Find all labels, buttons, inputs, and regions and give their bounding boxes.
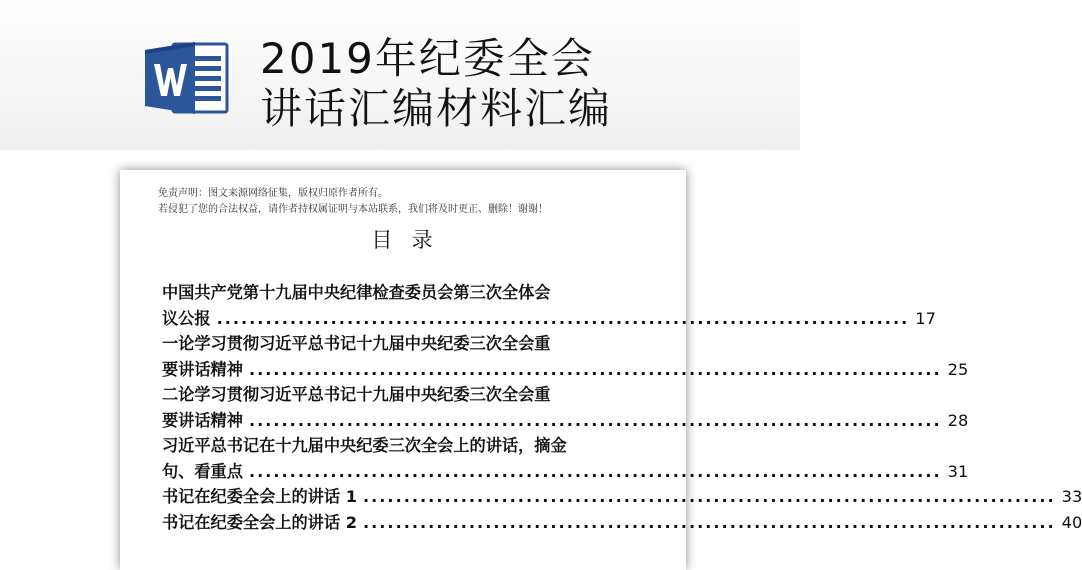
toc-entry[interactable]	[162, 280, 936, 331]
table-of-contents	[162, 280, 1082, 535]
document-page	[120, 170, 1082, 570]
toc-page-number: 25	[947, 359, 969, 379]
disclaimer-line-2: 若侵犯了您的合法权益，请作者持权属证明与本站联系，我们将及时更正、删除！谢谢！	[158, 204, 548, 215]
toc-entry-line: 一论学习贯彻习近平总书记十九届中央纪委三次全会重	[162, 334, 551, 353]
toc-heading: 目 录	[371, 228, 435, 252]
toc-entry[interactable]	[162, 382, 969, 433]
document-title	[260, 34, 612, 134]
toc-leader-dots: .....................................................................................	[248, 359, 942, 379]
toc-entry-line: 书记在纪委全会上的讲话 2	[162, 512, 357, 532]
toc-entry[interactable]	[162, 510, 1082, 536]
toc-leader-dots: .....................................................................................	[248, 461, 942, 481]
toc-entry[interactable]	[162, 484, 1082, 510]
toc-entry-line: 句、看重点	[162, 461, 243, 481]
toc-page-number: 28	[947, 410, 969, 430]
toc-page-number: 33	[1061, 487, 1082, 506]
toc-leader-dots: .....................................................................................	[362, 487, 1056, 506]
toc-entry-line: 要讲话精神	[162, 359, 243, 379]
word-document-icon	[143, 40, 229, 116]
disclaimer	[158, 186, 658, 218]
toc-entry-line: 要讲话精神	[162, 410, 243, 430]
toc-entry[interactable]	[162, 331, 969, 382]
toc-page-number: 17	[915, 308, 936, 328]
title-line-1: 2019年纪委全会	[260, 34, 595, 83]
toc-page-number: 40	[1061, 512, 1082, 532]
toc-entry-line: 中国共产党第十九届中央纪律检查委员会第三次全体会	[162, 283, 551, 302]
toc-leader-dots: .....................................................................................	[216, 308, 910, 328]
toc-page-number: 31	[947, 461, 969, 481]
title-line-2: 讲话汇编材料汇编	[260, 84, 613, 133]
toc-leader-dots: .....................................................................................	[362, 512, 1056, 532]
toc-entry-line: 议公报	[162, 308, 211, 328]
toc-entry-line: 二论学习贯彻习近平总书记十九届中央纪委三次全会重	[162, 385, 551, 404]
toc-entry-line: 习近平总书记在十九届中央纪委三次全会上的讲话，摘金	[162, 436, 567, 455]
toc-entry[interactable]	[162, 433, 969, 484]
toc-entry-line: 书记在纪委全会上的讲话 1	[162, 487, 357, 506]
disclaimer-line-1: 免责声明：图文来源网络征集，版权归原作者所有。	[158, 188, 388, 199]
toc-leader-dots: .....................................................................................	[248, 410, 942, 430]
